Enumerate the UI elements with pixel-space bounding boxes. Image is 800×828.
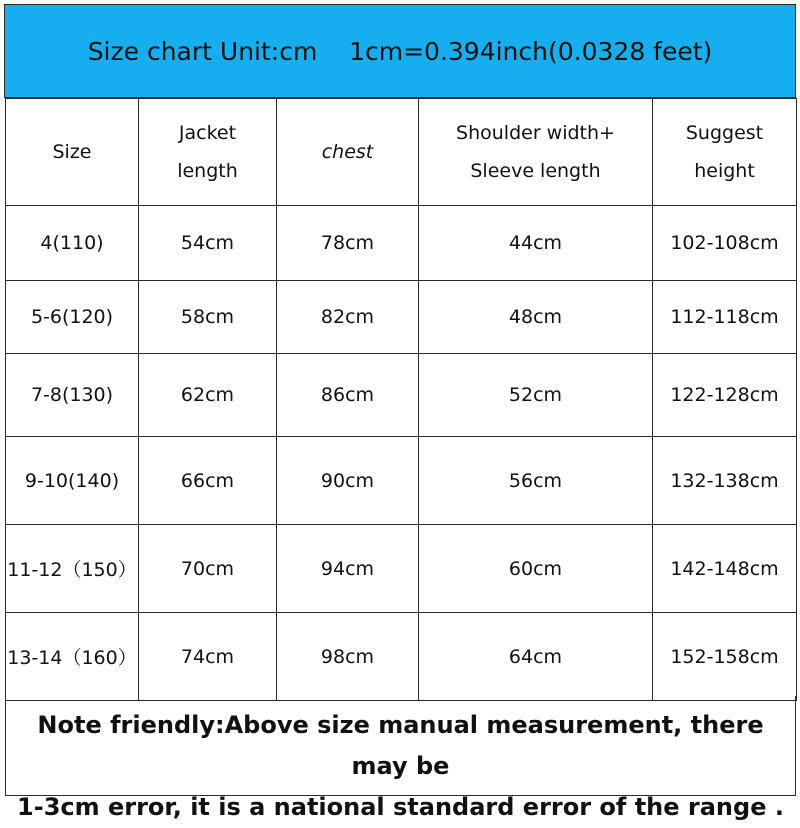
cell-jacket-length: 66cm (139, 437, 277, 525)
cell-size: 7-8(130) (6, 354, 139, 437)
table-row (6, 206, 797, 281)
cell-shoulder-sleeve: 44cm (419, 206, 653, 281)
cell-size: 11-12（150） (6, 525, 139, 613)
header-jacket-length-line2: length (177, 160, 238, 182)
table-row (6, 281, 797, 354)
cell-suggest-height: 132-138cm (653, 437, 797, 525)
header-chest (277, 99, 419, 206)
cell-shoulder-sleeve: 64cm (419, 613, 653, 701)
note-line-1: Note friendly:Above size manual measurement, there may be (37, 711, 764, 780)
cell-shoulder-sleeve: 48cm (419, 281, 653, 354)
table-row (6, 613, 797, 701)
cell-suggest-height: 112-118cm (653, 281, 797, 354)
cell-suggest-height: 102-108cm (653, 206, 797, 281)
cell-jacket-length: 70cm (139, 525, 277, 613)
header-chest-label: chest (321, 141, 374, 163)
header-suggest-height-line2: height (694, 160, 755, 182)
cell-size: 9-10(140) (6, 437, 139, 525)
header-row (6, 99, 797, 206)
header-shoulder-sleeve (419, 99, 653, 206)
cell-shoulder-sleeve: 60cm (419, 525, 653, 613)
table-row (6, 354, 797, 437)
cell-suggest-height: 152-158cm (653, 613, 797, 701)
cell-shoulder-sleeve: 56cm (419, 437, 653, 525)
note-box (5, 696, 796, 821)
cell-size: 5-6(120) (6, 281, 139, 354)
header-shoulder-sleeve-line2: Sleeve length (470, 160, 601, 182)
header-size (6, 99, 139, 206)
cell-jacket-length: 74cm (139, 613, 277, 701)
cell-chest: 78cm (277, 206, 419, 281)
header-suggest-height (653, 99, 797, 206)
header-shoulder-sleeve-line1: Shoulder width+ (456, 122, 615, 144)
cell-jacket-length: 54cm (139, 206, 277, 281)
cell-chest: 94cm (277, 525, 419, 613)
cell-size: 4(110) (6, 206, 139, 281)
cell-chest: 82cm (277, 281, 419, 354)
cell-shoulder-sleeve: 52cm (419, 354, 653, 437)
size-chart-title: Size chart Unit:cm 1cm=0.394inch(0.0328 feet) (4, 4, 796, 98)
cell-chest: 98cm (277, 613, 419, 701)
cell-chest: 86cm (277, 354, 419, 437)
header-size-label: Size (52, 141, 92, 163)
cell-jacket-length: 58cm (139, 281, 277, 354)
size-table (5, 98, 797, 701)
header-suggest-height-line1: Suggest (685, 122, 764, 144)
table-row (6, 525, 797, 613)
header-jacket-length-line1: Jacket (178, 122, 237, 144)
cell-chest: 90cm (277, 437, 419, 525)
cell-size: 13-14（160） (6, 613, 139, 701)
table-row (6, 437, 797, 525)
cell-jacket-length: 62cm (139, 354, 277, 437)
cell-suggest-height: 122-128cm (653, 354, 797, 437)
header-jacket-length (139, 99, 277, 206)
cell-suggest-height: 142-148cm (653, 525, 797, 613)
note-line-2: 1-3cm error, it is a national standard error of the range . (17, 793, 784, 821)
